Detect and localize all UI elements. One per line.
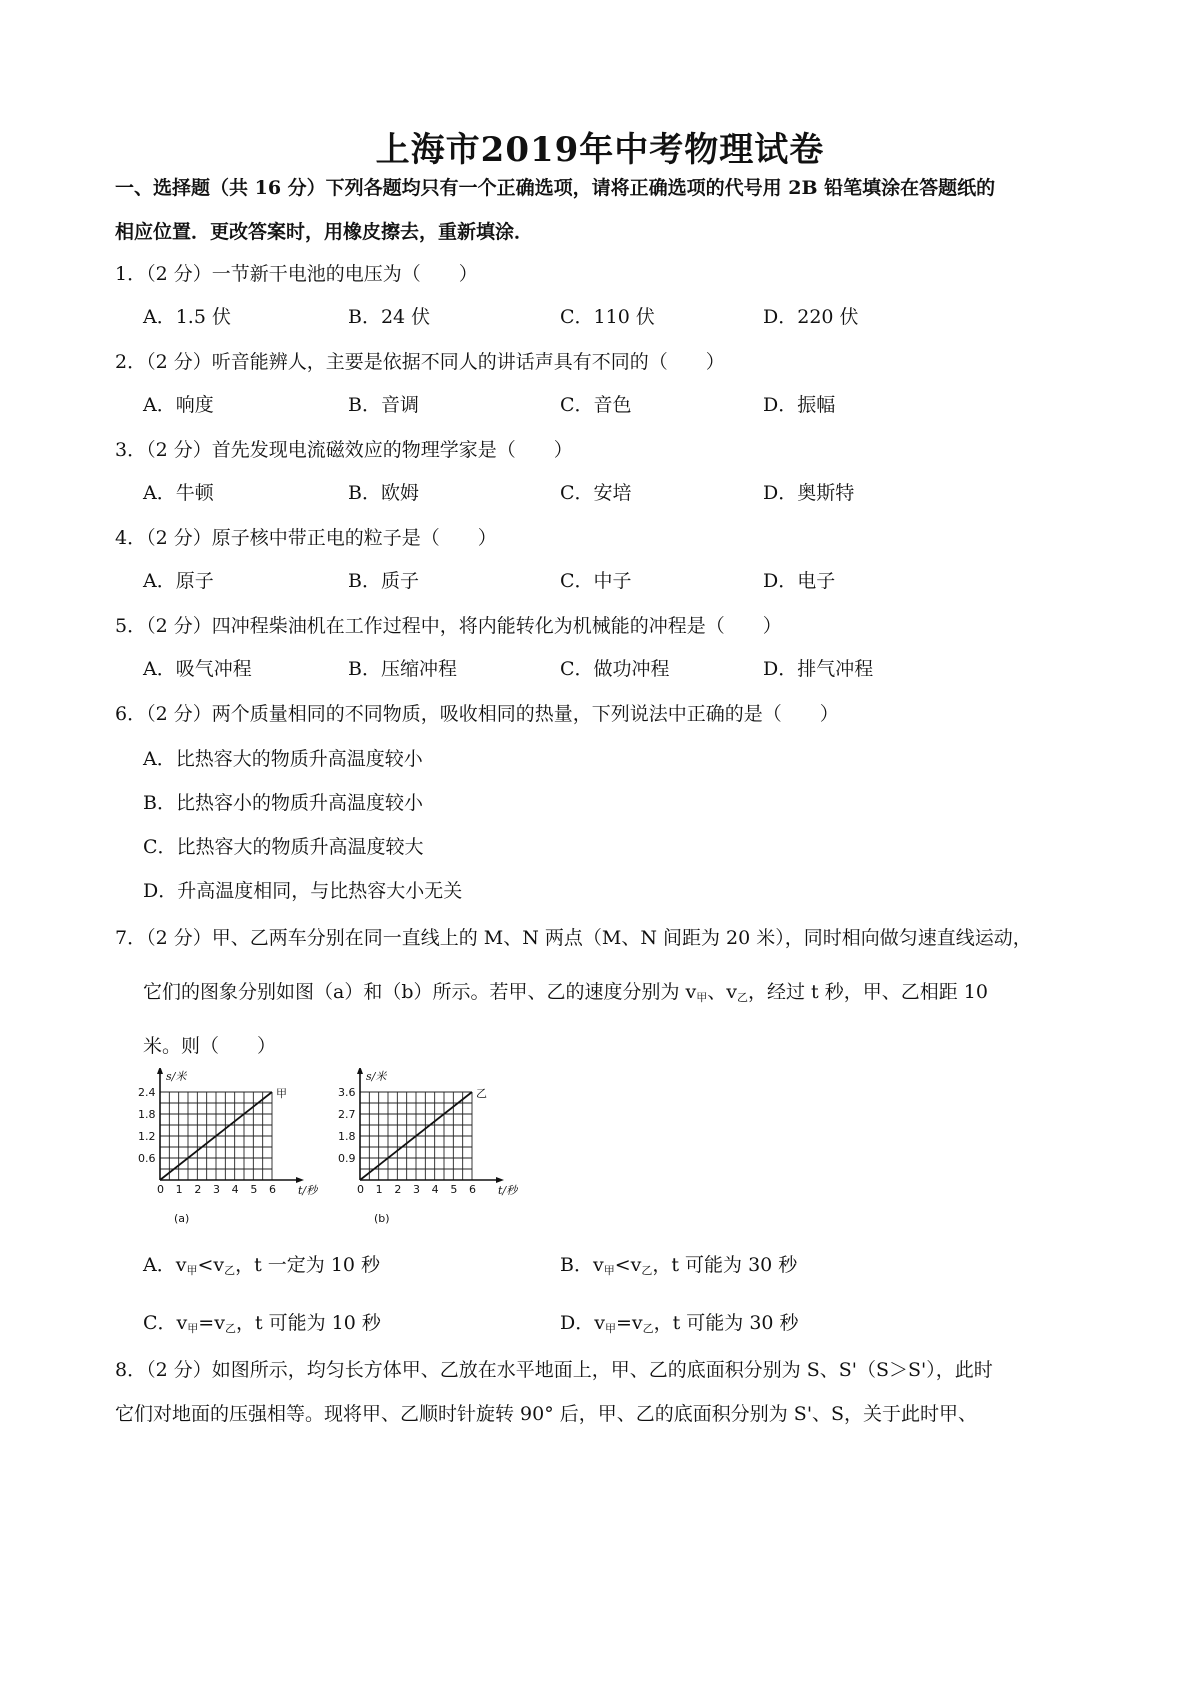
question-6-option-d: D．升高温度相同，与比热容大小无关 (143, 880, 463, 902)
graph-b-x-tick-label: 4 (431, 1183, 439, 1196)
graph-b-x-axis-label: t/秒 (498, 1184, 518, 1197)
graph-a-y-tick-label: 1.8 (138, 1108, 156, 1121)
graph-a-x-tick-label: 2 (194, 1183, 202, 1196)
graph-b-x-tick-label: 0 (357, 1183, 364, 1196)
question-7-line2 (143, 970, 1103, 1020)
question-3-stem: 3．（2 分）首先发现电流磁效应的物理学家是（ ） (115, 439, 573, 461)
graph-b-x-arrow (496, 1177, 504, 1183)
graph-b-x-tick-label: 3 (413, 1183, 420, 1196)
question-8-line1: 8．（2 分）如图所示，均匀长方体甲、乙放在水平地面上，甲、乙的底面积分别为 S、S'（S＞S'），此时 (115, 1359, 993, 1381)
graph-b-y-arrow (357, 1068, 363, 1074)
question-6-option-b: B．比热容小的物质升高温度较小 (143, 792, 423, 814)
question-5-option-b: B．压缩冲程 (348, 658, 457, 680)
question-2-option-c: C．音色 (560, 394, 632, 416)
graph-a-x-tick-label: 1 (175, 1183, 183, 1196)
question-6-stem: 6．（2 分）两个质量相同的不同物质，吸收相同的热量，下列说法中正确的是（ ） (115, 703, 839, 725)
question-7-line2-mid: 、v (707, 981, 737, 1003)
graph-b-x-tick-label: 6 (469, 1183, 476, 1196)
subscript-yi: 乙 (737, 991, 748, 1004)
graph-a-y-axis-label: s/米 (166, 1070, 187, 1083)
graph-b-y-tick-label: 0.9 (338, 1152, 356, 1165)
question-7-option-b: B．$v_甲<v_乙$，t 可能为 30 秒 (560, 1254, 798, 1277)
graph-b-series-label: 乙 (476, 1087, 487, 1100)
question-7-line2-post: ，经过 t 秒，甲、乙相距 10 (748, 981, 988, 1003)
question-1-option-c: C．110 伏 (560, 306, 655, 328)
question-7-option-d: D．$v_甲=v_乙$，t 可能为 30 秒 (560, 1312, 799, 1335)
question-4-option-c: C．中子 (560, 570, 632, 592)
graph-b-y-axis-label: s/米 (366, 1070, 387, 1083)
graph-a-y-tick-label: 1.2 (138, 1130, 156, 1143)
question-5-option-a: A．吸气冲程 (143, 658, 252, 680)
question-4-option-d: D．电子 (763, 570, 836, 592)
graph-b-caption: (b) (374, 1212, 390, 1225)
question-7-line1: 7．（2 分）甲、乙两车分别在同一直线上的 M、N 两点（M、N 间距为 20 米），同时相向做匀速直线运动， (115, 927, 1032, 949)
question-6-option-a: A．比热容大的物质升高温度较小 (143, 748, 423, 770)
question-3-option-b: B．欧姆 (348, 482, 419, 504)
subscript-jia: 甲 (696, 991, 708, 1004)
question-3-options (143, 478, 1103, 508)
question-5-option-d: D．排气冲程 (763, 658, 874, 680)
question-3-option-c: C．安培 (560, 482, 632, 504)
question-4-stem: 4．（2 分）原子核中带正电的粒子是（ ） (115, 527, 497, 549)
question-6-option-c: C．比热容大的物质升高温度较大 (143, 836, 424, 858)
graph-a-x-tick-label: 4 (231, 1183, 239, 1196)
question-1-options (143, 302, 1103, 332)
question-5-options (143, 654, 1103, 684)
question-4-options (143, 566, 1103, 596)
question-2-option-b: B．音调 (348, 394, 419, 416)
graph-a-x-tick-label: 5 (250, 1183, 258, 1196)
question-4-option-a: A．原子 (143, 570, 214, 592)
graph-a-x-arrow (296, 1177, 304, 1183)
question-2-option-d: D．振幅 (763, 394, 836, 416)
graph-a-y-tick-label: 2.4 (138, 1086, 156, 1099)
graph-b-y-tick-label: 2.7 (338, 1108, 356, 1121)
graph-a-caption: (a) (174, 1212, 190, 1225)
graph-a-x-axis-label: t/秒 (298, 1184, 318, 1197)
graph-b-x-tick-label: 2 (394, 1183, 402, 1196)
question-7-line2-text: 它们的图象分别如图（a）和（b）所示。若甲、乙的速度分别为 v (143, 981, 697, 1003)
graph-a-x-tick-label: 3 (213, 1183, 220, 1196)
question-3-option-d: D．奥斯特 (763, 482, 855, 504)
question-4-option-b: B．质子 (348, 570, 419, 592)
graph-b-x-tick-label: 1 (375, 1183, 383, 1196)
question-1-option-b: B．24 伏 (348, 306, 431, 328)
graph-a-series-label: 甲 (276, 1087, 287, 1100)
question-1-option-a: A．1.5 伏 (143, 306, 231, 328)
question-2-options (143, 390, 1103, 420)
question-3-option-a: A．牛顿 (143, 482, 214, 504)
graph-a-y-arrow (157, 1068, 163, 1074)
question-2-stem: 2．（2 分）听音能辨人，主要是依据不同人的讲话声具有不同的（ ） (115, 351, 725, 373)
question-8-line2: 它们对地面的压强相等。现将甲、乙顺时针旋转 90° 后，甲、乙的底面积分别为 S'、S，关于此时甲、 (115, 1403, 978, 1425)
question-7-option-c: C．$v_甲=v_乙$，t 可能为 10 秒 (143, 1312, 381, 1335)
section-instruction-line1: 一、选择题（共 16 分）下列各题均只有一个正确选项，请将正确选项的代号用 2B 铅笔填涂在答题纸的 (115, 177, 996, 199)
question-7-graphs (130, 1068, 530, 1233)
question-2-option-a: A．响度 (143, 394, 214, 416)
question-5-option-c: C．做功冲程 (560, 658, 670, 680)
question-1-stem: 1．（2 分）一节新干电池的电压为（ ） (115, 263, 478, 285)
question-7-line3: 米。则（ ） (143, 1035, 277, 1057)
graph-a-x-tick-label: 0 (157, 1183, 164, 1196)
question-1-option-d: D．220 伏 (763, 306, 859, 328)
question-5-stem: 5．（2 分）四冲程柴油机在工作过程中，将内能转化为机械能的冲程是（ ） (115, 615, 782, 637)
graph-b-x-tick-label: 5 (450, 1183, 458, 1196)
question-7-option-a: A．$v_甲<v_乙$，t 一定为 10 秒 (143, 1254, 381, 1277)
page-title: 上海市2019年中考物理试卷 (375, 130, 825, 170)
graph-b-y-tick-label: 1.8 (338, 1130, 356, 1143)
graph-a-y-tick-label: 0.6 (138, 1152, 156, 1165)
section-instruction-line2: 相应位置．更改答案时，用橡皮擦去，重新填涂． (115, 221, 534, 243)
graph-a-x-tick-label: 6 (269, 1183, 276, 1196)
graph-b-y-tick-label: 3.6 (338, 1086, 356, 1099)
